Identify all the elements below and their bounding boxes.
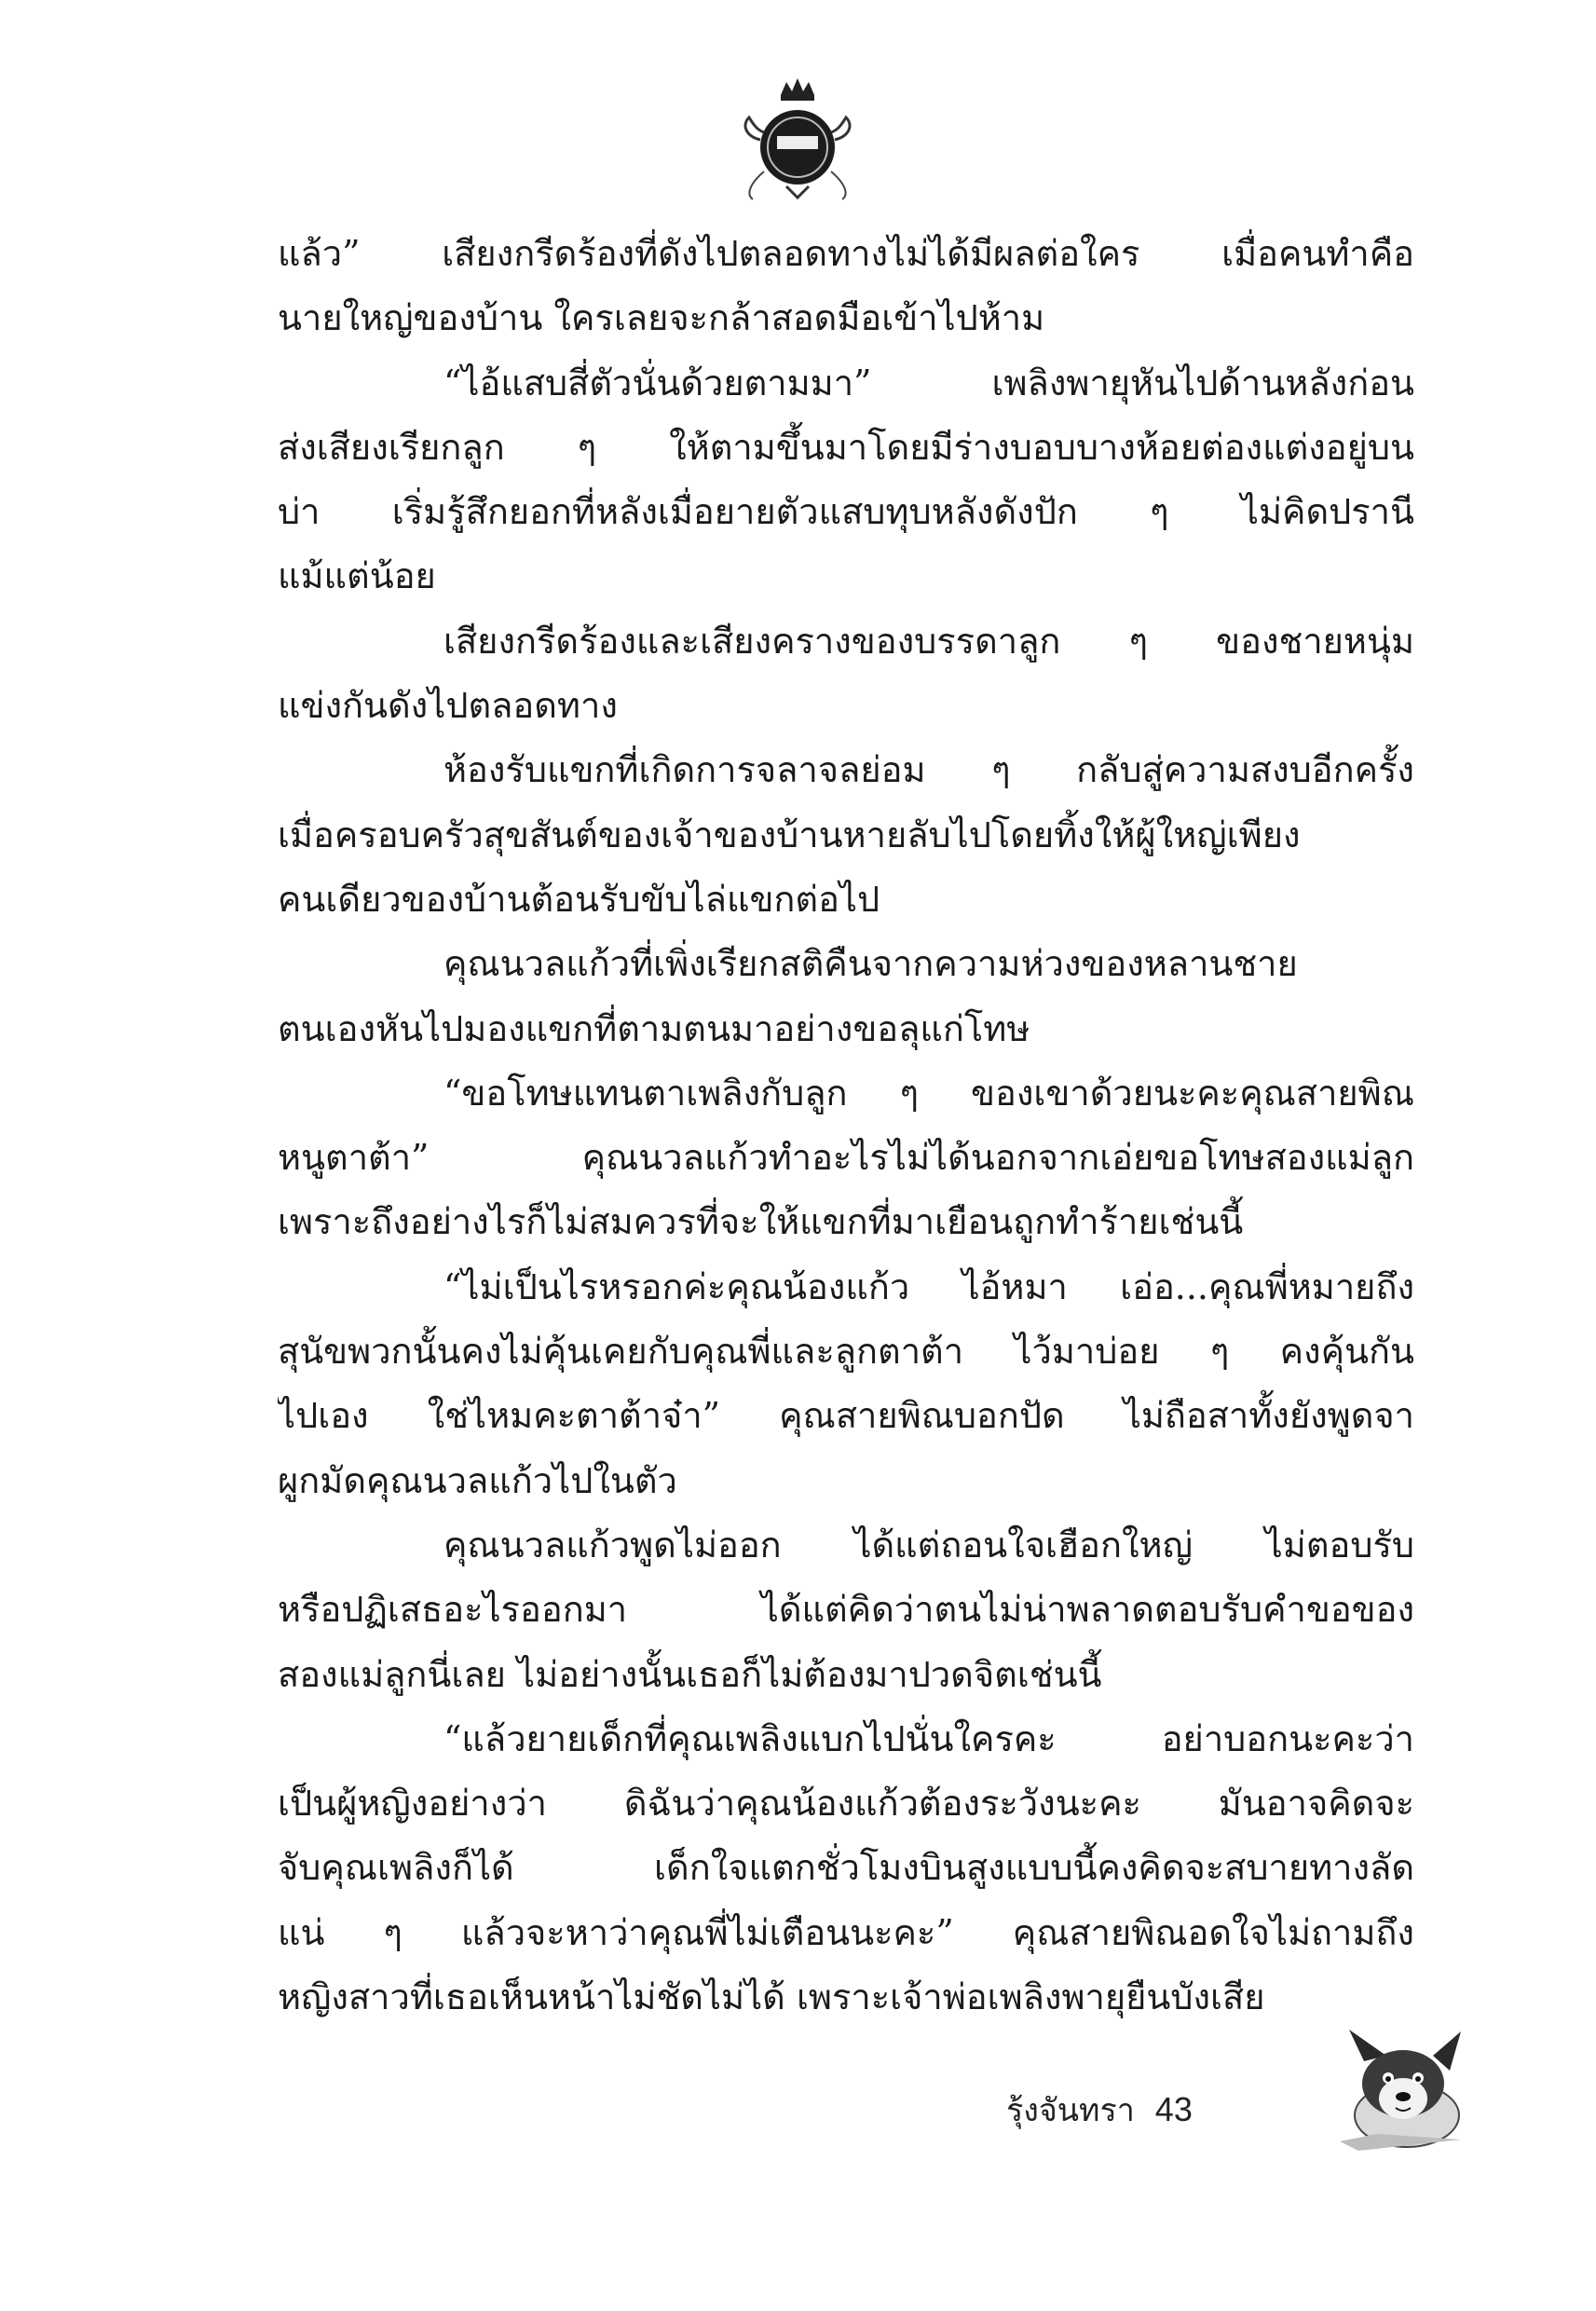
text-line: เสียงกรีดร้องและเสียงครางของบรรดาลูก ๆ ของชายหนุ่ม <box>443 620 1414 662</box>
text-line: แข่งกันดังไปตลอดทาง <box>278 685 618 727</box>
text-line: นายใหญ่ของบ้าน ใครเลยจะกล้าสอดมือเข้าไปห้าม <box>278 297 1045 339</box>
text-line: ห้องรับแขกที่เกิดการจลาจลย่อม ๆ กลับสู่ความสงบอีกครั้ง <box>443 749 1414 791</box>
text-line: จับคุณเพลิงก็ได้ เด็กใจแตกชั่วโมงบินสูงแบบนี้คงคิดจะสบายทางลัด <box>278 1847 1414 1889</box>
page-number: 43 <box>1154 2090 1193 2128</box>
page-footer <box>1006 2082 1193 2138</box>
text-line: แน่ ๆ แล้วจะหาว่าคุณพี่ไม่เตือนนะคะ” คุณสายพิณอดใจไม่ถามถึง <box>278 1911 1414 1953</box>
text-line: ตนเองหันไปมองแขกที่ตามตนมาอย่างขอลุแก่โทษ <box>278 1007 1030 1049</box>
text-line: “ไอ้แสบสี่ตัวนั่นด้วยตามมา” เพลิงพายุหันไปด้านหลังก่อน <box>443 362 1414 403</box>
text-line: สองแม่ลูกนี่เลย ไม่อย่างนั้นเธอก็ไม่ต้องมาปวดจิตเช่นนี้ <box>278 1653 1102 1695</box>
book-title: รุ้งจันทรา <box>1006 2092 1135 2129</box>
text-line: บ่า เริ่มรู้สึกยอกที่หลังเมื่อยายตัวแสบทุบหลังดังปัก ๆ ไม่คิดปรานี <box>278 491 1414 533</box>
text-line: ส่งเสียงเรียกลูก ๆ ให้ตามขึ้นมาโดยมีร่างบอบบางห้อยต่องแต่งอยู่บน <box>278 426 1414 468</box>
text-line: หรือปฏิเสธอะไรออกมา ได้แต่คิดว่าตนไม่น่าพลาดตอบรับคำขอของ <box>278 1589 1414 1631</box>
text-line: “แล้วยายเด็กที่คุณเพลิงแบกไปนั่นใครคะ อย่าบอกนะคะว่า <box>443 1717 1414 1759</box>
text-line: “ไม่เป็นไรหรอกค่ะคุณน้องแก้ว ไอ้หมา เอ่อ...คุณพี่หมายถึง <box>443 1265 1414 1307</box>
text-line: หญิงสาวที่เธอเห็นหน้าไม่ชัดไม่ได้ เพราะเจ้าพ่อเพลิงพายุยืนบังเสีย <box>278 1976 1265 2018</box>
dog-cartoon-icon <box>1321 2024 1480 2164</box>
text-line: หนูตาต้า” คุณนวลแก้วทำอะไรไม่ได้นอกจากเอ่ยขอโทษสองแม่ลูก <box>278 1137 1414 1179</box>
text-line: คุณนวลแก้วพูดไม่ออก ได้แต่ถอนใจเฮือกใหญ่ ไม่ตอบรับ <box>443 1524 1414 1566</box>
text-line: ไปเอง ใช่ไหมคะตาต้าจ๋า” คุณสายพิณบอกปัด ไม่ถือสาทั้งยังพูดจา <box>278 1395 1414 1437</box>
text-line: แล้ว” เสียงกรีดร้องที่ดังไปตลอดทางไม่ได้มีผลต่อใคร เมื่อคนทำคือ <box>278 233 1414 274</box>
page-body <box>278 222 1414 2067</box>
text-line: สุนัขพวกนั้นคงไม่คุ้นเคยกับคุณพี่และลูกตาต้า ไว้มาบ่อย ๆ คงคุ้นกัน <box>278 1331 1414 1373</box>
crest-ornament-icon <box>732 75 863 205</box>
text-line: “ขอโทษแทนตาเพลิงกับลูก ๆ ของเขาด้วยนะคะคุณสายพิณ <box>443 1072 1414 1114</box>
text-line: เป็นผู้หญิงอย่างว่า ดิฉันว่าคุณน้องแก้วต้องระวังนะคะ มันอาจคิดจะ <box>278 1783 1414 1825</box>
text-line: ผูกมัดคุณนวลแก้วไปในตัว <box>278 1459 677 1501</box>
text-line: เพราะถึงอย่างไรก็ไม่สมควรที่จะให้แขกที่มาเยือนถูกทำร้ายเช่นนี้ <box>278 1201 1244 1243</box>
text-line: เมื่อครอบครัวสุขสันต์ของเจ้าของบ้านหายลับไปโดยทิ้งให้ผู้ใหญ่เพียง <box>278 814 1301 855</box>
text-line: คุณนวลแก้วที่เพิ่งเรียกสติคืนจากความห่วงของหลานชาย <box>443 943 1298 985</box>
text-line: แม้แต่น้อย <box>278 555 436 597</box>
text-line: คนเดียวของบ้านต้อนรับขับไล่แขกต่อไป <box>278 878 880 920</box>
